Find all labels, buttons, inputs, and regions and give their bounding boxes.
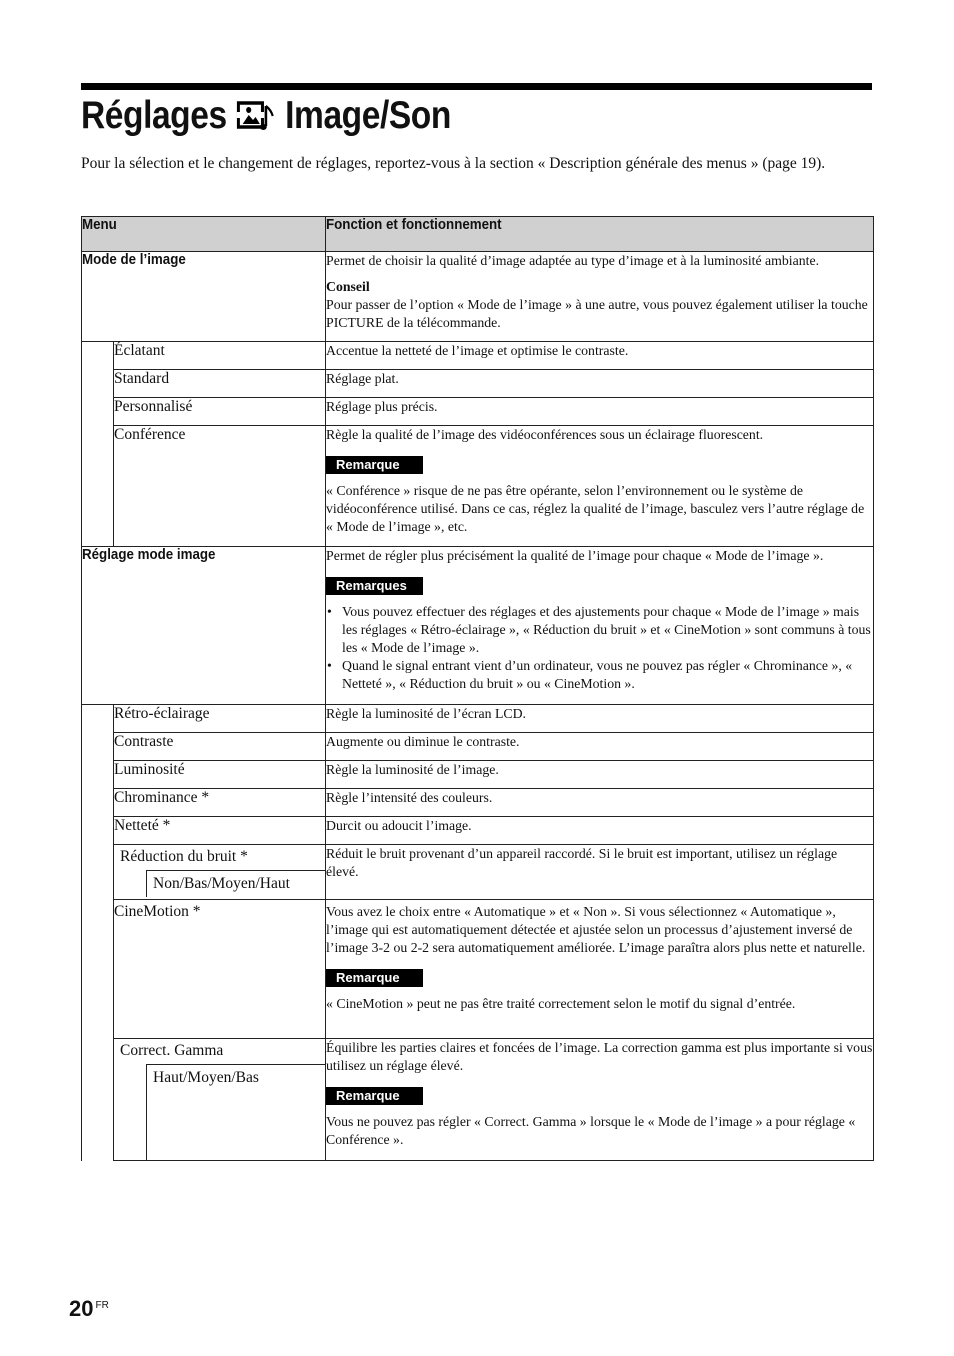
table-row <box>82 817 874 845</box>
desc-nettete: Durcit ou adoucit l’image. <box>326 817 874 845</box>
list-item: • Quand le signal entrant vient d’un ordinateur, vous ne pouvez pas régler « Chrominance », « Netteté », « Réduction du bruit » ou « CineMotion ». <box>342 657 873 693</box>
table-row <box>82 1039 874 1161</box>
menu-contraste: Contraste <box>114 733 326 761</box>
header-menu: Menu <box>82 217 326 252</box>
desc-reglage-mode-image: Permet de régler plus précisément la qualité de l’image pour chaque « Mode de l’image ». Remarques • Vous pouvez effectuer des réglages et des ajustements pour chaque « Mode de l’image » mais les réglages « Rétro-éclairage », « Réduction du bruit » et « CineMotion » sont communs à tous les « Mode de l’image ». • Quand le signal entrant vient d’un ordinateur, vous ne pouvez pas régler « Chrominance », « Netteté », « Réduction du bruit » ou « CineMotion ». <box>326 547 874 705</box>
menu-correct-gamma <box>114 1039 326 1161</box>
desc-personnalise: Réglage plus précis. <box>326 398 874 426</box>
menu-reglage-mode-image: Réglage mode image <box>82 547 326 705</box>
desc-mode-image: Permet de choisir la qualité d’image adaptée au type d’image et à la luminosité ambiante. Conseil Pour passer de l’option « Mode de l’image » à une autre, vous pouvez également utiliser la touche PICTURE de la télécommande. <box>326 252 874 342</box>
menu-conference: Conférence <box>114 426 326 547</box>
menu-retro-eclairage: Rétro-éclairage <box>114 705 326 733</box>
reduction-bruit-options: Non/Bas/Moyen/Haut <box>146 870 325 897</box>
menu-reduction-bruit <box>114 845 326 900</box>
desc-luminosite: Règle la luminosité de l’image. <box>326 761 874 789</box>
conseil-text: Pour passer de l’option « Mode de l’image » à une autre, vous pouvez également utiliser la touche PICTURE de la télécommande. <box>326 297 868 330</box>
table-header-row <box>82 217 874 252</box>
reduction-bruit-label: Réduction du bruit * <box>120 848 248 865</box>
title-rule <box>81 83 872 90</box>
correct-gamma-options: Haut/Moyen/Bas <box>146 1064 325 1160</box>
menu-chrominance: Chrominance * <box>114 789 326 817</box>
page-number <box>69 1296 109 1322</box>
remarque-text: « Conférence » risque de ne pas être opérante, selon l’environnement ou le système de vidéoconférence utilisé. Dans ce cas, réglez la qualité de l’image, basculez vers l’autre réglage de « Mode de l’image », etc. <box>326 483 865 534</box>
remarques-badge: Remarques <box>326 577 423 595</box>
table-row <box>82 342 874 370</box>
desc-eclatant: Accentue la netteté de l’image et optimise le contraste. <box>326 342 874 370</box>
menu-personnalise: Personnalisé <box>114 398 326 426</box>
menu-mode-image: Mode de l’image <box>82 252 326 342</box>
table-row <box>82 705 874 733</box>
menu-luminosite: Luminosité <box>114 761 326 789</box>
language-code: FR <box>95 1300 109 1311</box>
table-row <box>82 252 874 342</box>
menu-nettete: Netteté * <box>114 817 326 845</box>
remarques-list <box>326 603 873 693</box>
desc-standard: Réglage plat. <box>326 370 874 398</box>
remarque-text: « CineMotion » peut ne pas être traité correctement selon le motif du signal d’entrée. <box>326 996 796 1011</box>
desc-contraste: Augmente ou diminue le contraste. <box>326 733 874 761</box>
table-row <box>82 398 874 426</box>
list-item: • Vous pouvez effectuer des réglages et des ajustements pour chaque « Mode de l’image » mais les réglages « Rétro-éclairage », « Réduction du bruit » et « CineMotion » sont communs à tous les « Mode de l’image ». <box>342 603 873 657</box>
table-row <box>82 845 874 900</box>
desc-cinemotion: Vous avez le choix entre « Automatique » et « Non ». Si vous sélectionnez « Automatique », l’image qui est automatiquement détectée et ajustée selon un processus d’ajustement inversé de l’image 3-2 ou 2-2 sera automatiquement améliorée. L’image paraîtra alors plus nette et naturelle. Remarque « CineMotion » peut ne pas être traité correctement selon le motif du signal d’entrée. <box>326 900 874 1039</box>
page-title <box>81 93 451 139</box>
page-number-value: 20 <box>69 1296 94 1321</box>
desc-chrominance: Règle l’intensité des couleurs. <box>326 789 874 817</box>
menu-standard: Standard <box>114 370 326 398</box>
intro-paragraph: Pour la sélection et le changement de réglages, reportez-vous à la section « Description générale des menus » (page 19). <box>81 155 826 172</box>
correct-gamma-label: Correct. Gamma <box>120 1042 224 1059</box>
table-row <box>82 761 874 789</box>
table-row <box>82 789 874 817</box>
desc-retro-eclairage: Règle la luminosité de l’écran LCD. <box>326 705 874 733</box>
menu-eclatant: Éclatant <box>114 342 326 370</box>
menu-cinemotion: CineMotion * <box>114 900 326 1039</box>
desc-reduction-bruit: Réduit le bruit provenant d’un appareil raccordé. Si le bruit est important, utilisez un réglage élevé. <box>326 845 874 900</box>
table-row <box>82 547 874 705</box>
conseil-title: Conseil <box>326 279 370 294</box>
remarque-badge: Remarque <box>326 969 423 987</box>
title-text-before: Réglages <box>81 94 227 137</box>
remarque-text: Vous ne pouvez pas régler « Correct. Gamma » lorsque le « Mode de l’image » a pour réglage « Conférence ». <box>326 1114 856 1147</box>
settings-table <box>81 216 874 1161</box>
remarque-badge: Remarque <box>326 456 423 474</box>
table-row <box>82 370 874 398</box>
title-text-after: Image/Son <box>285 94 451 137</box>
table-row <box>82 900 874 1039</box>
image-sound-icon <box>237 100 277 134</box>
remarque-badge: Remarque <box>326 1087 423 1105</box>
header-function: Fonction et fonctionnement <box>326 217 874 252</box>
desc-correct-gamma: Équilibre les parties claires et foncées de l’image. La correction gamma est plus importante si vous utilisez un réglage élevé. Remarque Vous ne pouvez pas régler « Correct. Gamma » lorsque le « Mode de l’image » a pour réglage « Conférence ». <box>326 1039 874 1161</box>
desc-conference: Règle la qualité de l’image des vidéoconférences sous un éclairage fluorescent. Remarque « Conférence » risque de ne pas être opérante, selon l’environnement ou le système de vidéoconférence utilisé. Dans ce cas, réglez la qualité de l’image, basculez vers l’autre réglage de « Mode de l’image », etc. <box>326 426 874 547</box>
table-row <box>82 426 874 547</box>
table-row <box>82 733 874 761</box>
